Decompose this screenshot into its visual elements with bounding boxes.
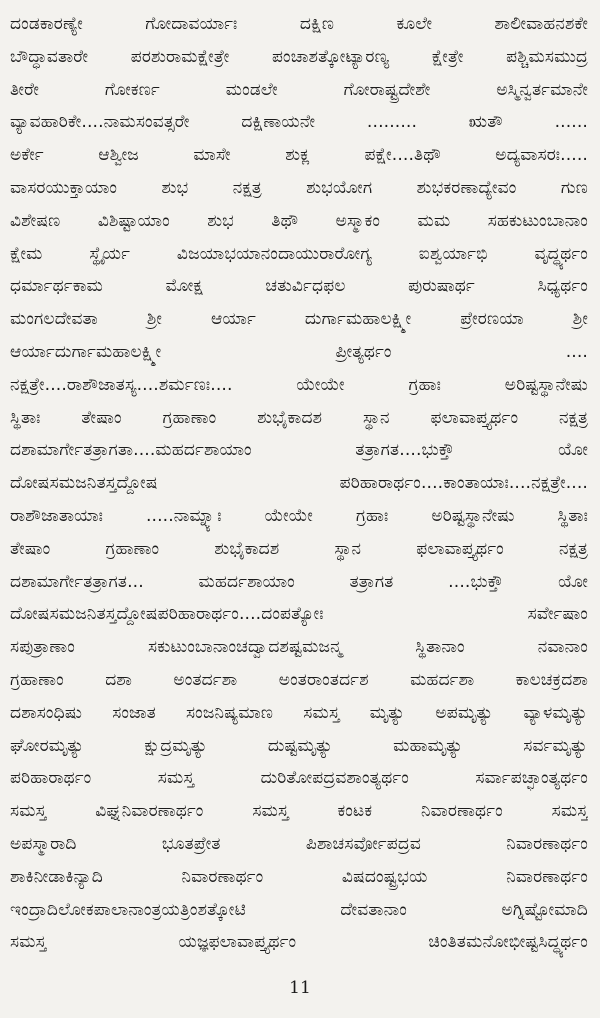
text-line: ಮಂಗಲದೇವತಾ ಶ್ರೀ ಆರ್ಯಾ ದುರ್ಗಾಮಹಾಲಕ್ಷ್ಮೀ ಪ್ರೇರಣಯಾ ಶ್ರೀ bbox=[10, 309, 588, 330]
text-line: ಸ್ಥಿತಾಃ ತೇಷಾಂ ಗ್ರಹಾಣಾಂ ಶುಭೈಕಾದಶ ಸ್ಥಾನ ಫಲಾವಾಪ್ತ್ಯರ್ಥಂ ನಕ್ಷತ್ರ bbox=[10, 407, 588, 428]
text-line: ನಕ್ಷತ್ರೇ....ರಾಶೌಜಾತಸ್ಯ....ಶರ್ಮಣಃ.... ಯೇಯೇ ಗ್ರಹಾಃ ಅರಿಷ್ಟಸ್ಥಾನೇಷು bbox=[10, 374, 588, 395]
text-line: ತೀರೇ ಗೋಕರ್ಣ ಮಂಡಲೇ ಗೋರಾಷ್ಟ್ರದೇಶೇ ಅಸ್ಮಿನ್ವರ್ತಮಾನೇ bbox=[10, 79, 588, 100]
text-line: ದಂಡಕಾರಣ್ಯೇ ಗೋದಾವರ್ಯಾಃ ದಕ್ಷಿಣ ಕೂಲೇ ಶಾಲೀವಾಹನಶಕೇ bbox=[10, 14, 588, 34]
page-number: 11 bbox=[289, 978, 311, 998]
text-line: ರಾಶೌಜಾತಾಯಾಃ .....ನಾಮ್ನ್ಯಾಃ ಯೇಯೇ ಗ್ರಹಾಃ ಅರಿಷ್ಟಸ್ಥಾನೇಷು ಸ್ಥಿತಾಃ bbox=[10, 505, 588, 526]
text-line: ದೋಷಸಮಜನಿತಸ್ತದ್ದೋಷ ಪರಿಹಾರಾರ್ಥಂ....ಕಾಂತಾಯಾಃ....ನಕ್ಷತ್ರೇ.... bbox=[10, 473, 588, 494]
text-line: ದಶಾಮಾರ್ಗೇತತ್ರಾಗತ... ಮಹರ್ದಶಾಯಾಂ ತತ್ರಾಗತ ....ಭುಕ್ತೌ ಯೋ bbox=[10, 571, 588, 592]
text-line: ಸಮಸ್ತ ಯಜ್ಞಫಲಾವಾಪ್ತ್ಯರ್ಥಂ ಚಿಂತಿತಮನೋಭೀಷ್ಟಸಿದ್ಧ್ಯರ್ಥಂ bbox=[10, 932, 588, 953]
text-line: ದೋಷಸಮಜನಿತಸ್ತದ್ದೋಷಪರಿಹಾರಾರ್ಥಂ....ದಂಪತ್ಯೋಃ ಸರ್ವೇಷಾಂ bbox=[10, 604, 588, 625]
text-line: ಪರಿಹಾರಾರ್ಥಂ ಸಮಸ್ತ ದುರಿತೋಪದ್ರವಶಾಂತ್ಯರ್ಥಂ ಸರ್ವಾಪಚ್ಛಾಂತ್ಯರ್ಥಂ bbox=[10, 768, 588, 789]
body-text bbox=[10, 8, 588, 959]
text-line: ವಿಶೇಷಣ ವಿಶಿಷ್ಟಾಯಾಂ ಶುಭ ತಿಥೌ ಅಸ್ಮಾಕಂ ಮಮ ಸಹಕುಟುಂಬಾನಾಂ bbox=[10, 210, 588, 231]
text-line: ಧರ್ಮಾರ್ಥಕಾಮ ಮೋಕ್ಷ ಚತುರ್ವಿಧಫಲ ಪುರುಷಾರ್ಥ ಸಿಧ್ಯರ್ಥಂ bbox=[10, 276, 588, 297]
text-line: ಅಪಸ್ಮಾರಾದಿ ಭೂತಪ್ರೇತ ಪಿಶಾಚಸರ್ವೋಪದ್ರವ ನಿವಾರಣಾರ್ಥಂ bbox=[10, 833, 588, 854]
text-line: ವಾಸರಯುಕ್ತಾಯಾಂ ಶುಭ ನಕ್ಷತ್ರ ಶುಭಯೋಗ ಶುಭಕರಣಾದ್ಯೇವಂ ಗುಣ bbox=[10, 177, 588, 198]
text-line: ಕ್ಷೇಮ ಸ್ಥೈರ್ಯ ವಿಜಯಾಭಯಾನಂದಾಯುರಾರೋಗ್ಯ ಐಶ್ವರ್ಯಾಭಿ ವೃದ್ಧ್ಯರ್ಥಂ bbox=[10, 243, 588, 264]
text-line: ತೇಷಾಂ ಗ್ರಹಾಣಾಂ ಶುಭೈಕಾದಶ ಸ್ಥಾನ ಫಲಾವಾಪ್ತ್ಯರ್ಥಂ ನಕ್ಷತ್ರ bbox=[10, 538, 588, 559]
text-line: ಇಂದ್ರಾದಿಲೋಕಪಾಲಾನಾಂತ್ರಯತ್ರಿಂಶತ್ಕೋಟಿ ದೇವತಾನಾಂ ಅಗ್ನಿಷ್ಟೋಮಾದಿ bbox=[10, 899, 588, 920]
text-line: ದಶಾಮಾರ್ಗೇತತ್ರಾಗತಾ....ಮಹರ್ದಶಾಯಾಂ ತತ್ರಾಗತ....ಭುಕ್ತೌ ಯೋ bbox=[10, 440, 588, 461]
text-line: ಸಪುತ್ರಾಣಾಂ ಸಕುಟುಂಬಾನಾಂಚದ್ವಾದಶಷ್ಟಮಜನ್ಮ ಸ್ಥಿತಾನಾಂ ನವಾನಾಂ bbox=[10, 637, 588, 658]
text-line: ದಶಾಸಂಧಿಷು ಸಂಜಾತ ಸಂಜನಿಷ್ಯಮಾಣ ಸಮಸ್ತ ಮೃತ್ಯು ಅಪಮೃತ್ಯು ವ್ಯಾಳಮೃತ್ಯು bbox=[10, 702, 588, 723]
text-line: ಸಮಸ್ತ ವಿಘ್ನನಿವಾರಣಾರ್ಥಂ ಸಮಸ್ತ ಕಂಟಕ ನಿವಾರಣಾರ್ಥಂ ಸಮಸ್ತ bbox=[10, 801, 588, 822]
text-line: ವ್ಯಾವಹಾರಿಕೇ....ನಾಮಸಂವತ್ಸರೇ ದಕ್ಷಿಣಾಯನೇ ......... ಋತೌ ...... bbox=[10, 112, 588, 133]
text-line: ಅರ್ಕೇ ಆಶ್ವೀಜ ಮಾಸೇ ಶುಕ್ಲ ಪಕ್ಷೇ....ತಿಥೌ ಅದ್ಯವಾಸರಃ..... bbox=[10, 145, 588, 166]
text-line: ಬೌದ್ಧಾವತಾರೇ ಪರಶುರಾಮಕ್ಷೇತ್ರೇ ಪಂಚಾಶತ್ಕೋಟ್ಯಾರಣ್ಯ ಕ್ಷೇತ್ರೇ ಪಶ್ಚಿಮಸಮುದ್ರ bbox=[10, 46, 588, 67]
text-line: ಆರ್ಯಾದುರ್ಗಾಮಹಾಲಕ್ಷ್ಮೀ ಪ್ರೀತ್ಯರ್ಥಂ .... bbox=[10, 341, 588, 362]
text-line: ಘೋರಮೃತ್ಯು ಕ್ಷುದ್ರಮೃತ್ಯು ದುಷ್ಟಮೃತ್ಯು ಮಹಾಮೃತ್ಯು ಸರ್ವಮೃತ್ಯು bbox=[10, 735, 588, 756]
text-line: ಶಾಕಿನೀಡಾಕಿನ್ಯಾದಿ ನಿವಾರಣಾರ್ಥಂ ವಿಷದಂಷ್ಟ್ರಭಯ ನಿವಾರಣಾರ್ಥಂ bbox=[10, 866, 588, 887]
text-line: ಗ್ರಹಾಣಾಂ ದಶಾ ಅಂತರ್ದಶಾ ಅಂತರಾಂತರ್ದಶ ಮಹರ್ದಶಾ ಕಾಲಚಕ್ರದಶಾ bbox=[10, 669, 588, 690]
